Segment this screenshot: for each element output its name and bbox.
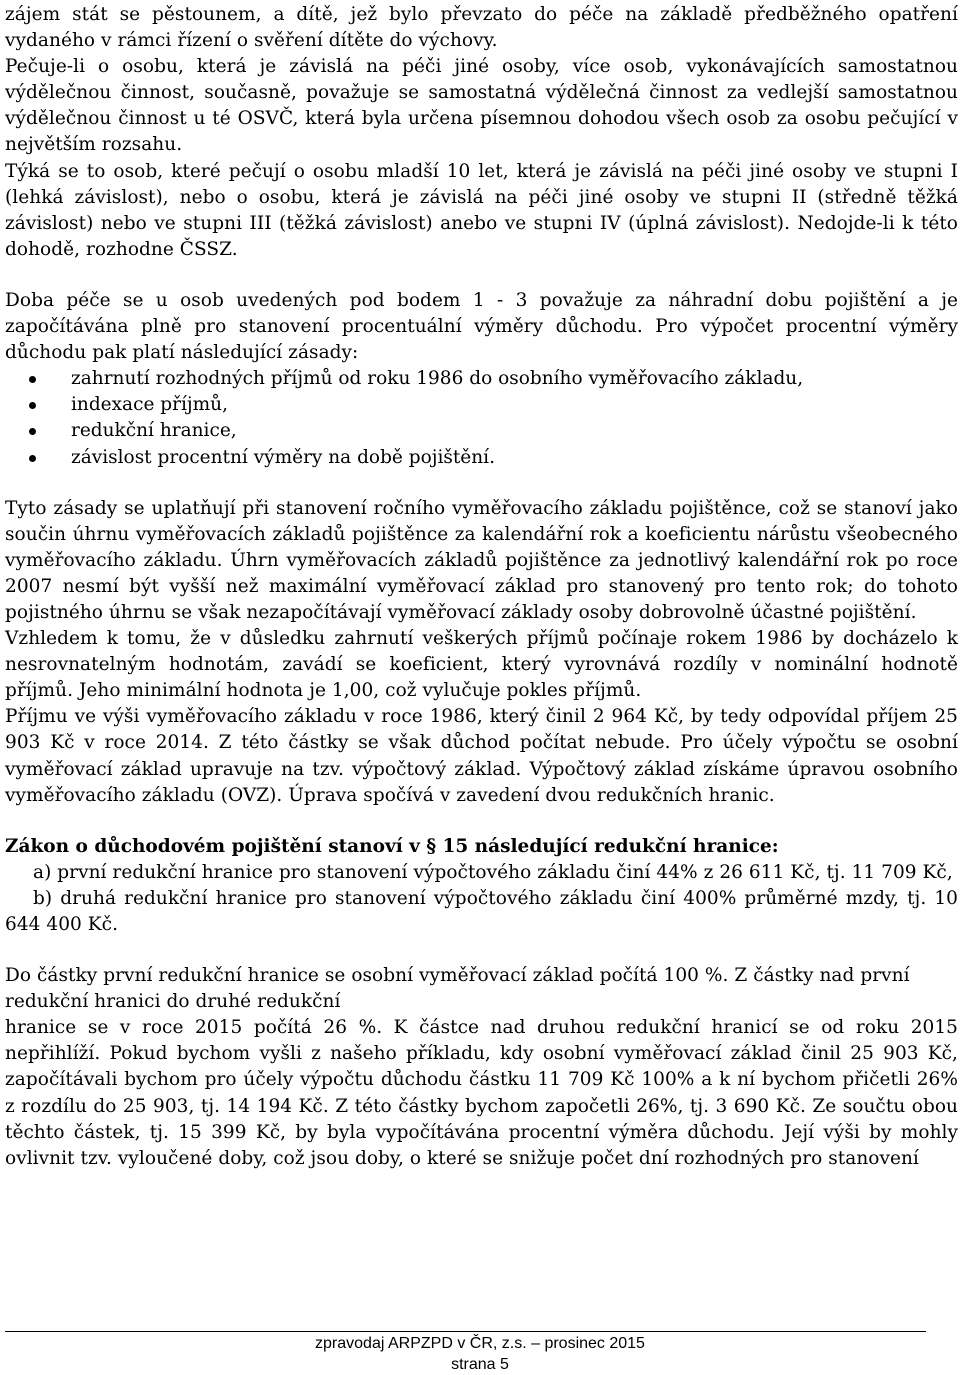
- paragraph-multiple-caregivers: Pečuje-li o osobu, která je závislá na péči jiné osoby, více osob, vykonávajících samostatnou výdělečnou činnost, současně, považuje se samostatná výdělečná činnost za vedlejší samostatnou výdělečnou činnost u té OSVČ, která byla určena písemnou dohodou všech osob za osobu pečující v největším rozsahu.: [5, 56, 958, 156]
- list-item-text: redukční hranice,: [71, 420, 237, 442]
- paragraph-care-period: Doba péče se u osob uvedených pod bodem 1 - 3 považuje za náhradní dobu pojištění a je započítávána plně pro stanovení procentuální výměry důchodu. Pro výpočet procentní výměry důchodu pak platí následující zásady:: [5, 289, 958, 364]
- reduction-limit-a: a) první redukční hranice pro stanovení výpočtového základu činí 44% z 26 611 Kč, tj. 11 709 Kč,: [33, 861, 953, 883]
- footer-page-number: [0, 1355, 960, 1375]
- principles-list: [5, 366, 958, 470]
- bullet-icon: [29, 455, 36, 462]
- page-label: strana: [451, 1356, 496, 1373]
- paragraph-reduction-calc: hranice se v roce 2015 počítá 26 %. K částce nad druhou redukční hranicí se od roku 2015 nepřihlíží. Pokud bychom vyšli z našeho příkladu, kdy osobní vyměřovací základ činil 25 903 Kč, započítávali bychom pro účely výpočtu důchodu částku 11 709 Kč 100% a k ní bychom přičetli 26% z rozdílu do 25 903, tj. 14 194 Kč. Z této částky bychom započetli 26%, tj. 3 690 Kč. Ze součtu obou těchto částek, tj. 15 399 Kč, by byla vypočítávána procentní výměra důchodu. Její výši by mohly ovlivnit tzv. vyloučené doby, což jsou doby, o které se snižuje počet dní rozhodných pro stanovení: [5, 1017, 958, 1169]
- bullet-icon: [29, 376, 36, 383]
- footer-divider: [5, 1331, 926, 1332]
- document-body: [5, 2, 958, 1172]
- list-item-text: závislost procentní výměry na době pojištění.: [71, 446, 495, 468]
- reduction-limit-b: b) druhá redukční hranice pro stanovení výpočtového základu činí 400% průměrné mzdy, tj. 10 644 400 Kč.: [5, 887, 958, 935]
- paragraph-foster-care: zájem stát se pěstounem, a dítě, jež bylo převzato do péče na základě předběžného opatření vydaného v rámci řízení o svěření dítěte do výchovy.: [5, 4, 958, 52]
- paragraph-dependency-levels: Týká se to osob, které pečují o osobu mladší 10 let, která je závislá na péči jiné osoby ve stupni I (lehká závislost), nebo o osobu, která je závislá na péči jiné osoby ve stupni II (středně těžká závislost) nebo ve stupni III (těžká závislost) anebo ve stupni IV (úplná závislost). Nedojde-li k této dohodě, rozhodne ČSSZ.: [5, 160, 958, 260]
- page-number: 5: [500, 1356, 509, 1373]
- paragraph-coefficient: Vzhledem k tomu, že v důsledku zahrnutí veškerých příjmů počínaje rokem 1986 by docházelo k nesrovnatelným hodnotám, zavádí se koeficient, který vyrovnává rozdíly v nominální hodnotě příjmů. Jeho minimální hodnota je 1,00, což vylučuje pokles příjmů.: [5, 628, 958, 702]
- bullet-icon: [29, 402, 36, 409]
- paragraph-assessment-base: Tyto zásady se uplatňují při stanovení ročního vyměřovacího základu pojištěnce, což se stanoví jako součin úhrnu vyměřovacích základů pojištěnce za kalendářní rok a koeficientu nárůstu všeobecného vyměřovacího základu. Úhrn vyměřovacích základů pojištěnce za jednotlivý kalendářní rok po roce 2007 nesmí být vyšší než maximální vyměřovací základ pro stanovený pro tento rok; do tohoto pojistného úhrnu se však nezapočítávají vyměřovací základy osoby dobrovolně účastné pojištění.: [5, 497, 958, 623]
- paragraph-reduction-calc-intro: Do částky první redukční hranice se osobní vyměřovací základ počítá 100 %. Z částky nad první redukční hranici do druhé redukční: [5, 965, 910, 1013]
- list-item-text: zahrnutí rozhodných příjmů od roku 1986 do osobního vyměřovacího základu,: [71, 368, 804, 390]
- list-item: [5, 366, 958, 392]
- list-item: [5, 445, 958, 471]
- list-item-text: indexace příjmů,: [71, 394, 228, 416]
- section-heading-reduction-limits: Zákon o důchodovém pojištění stanoví v § 15 následující redukční hranice:: [5, 835, 779, 857]
- list-item: [5, 418, 958, 444]
- list-item: [5, 392, 958, 418]
- footer-publication: zpravodaj ARPZPD v ČR, z.s. – prosinec 2015: [315, 1335, 645, 1352]
- paragraph-example-1986: Příjmu ve výši vyměřovacího základu v roce 1986, který činil 2 964 Kč, by tedy odpovídal příjem 25 903 Kč v roce 2014. Z této částky se však důchod počítat nebude. Pro účely výpočtu se osobní vyměřovací základ upravuje na tzv. výpočtový základ. Výpočtový základ získáme úpravou osobního vyměřovacího základu (OVZ). Úprava spočívá v zavedení dvou redukčních hranic.: [5, 706, 958, 806]
- bullet-icon: [29, 428, 36, 435]
